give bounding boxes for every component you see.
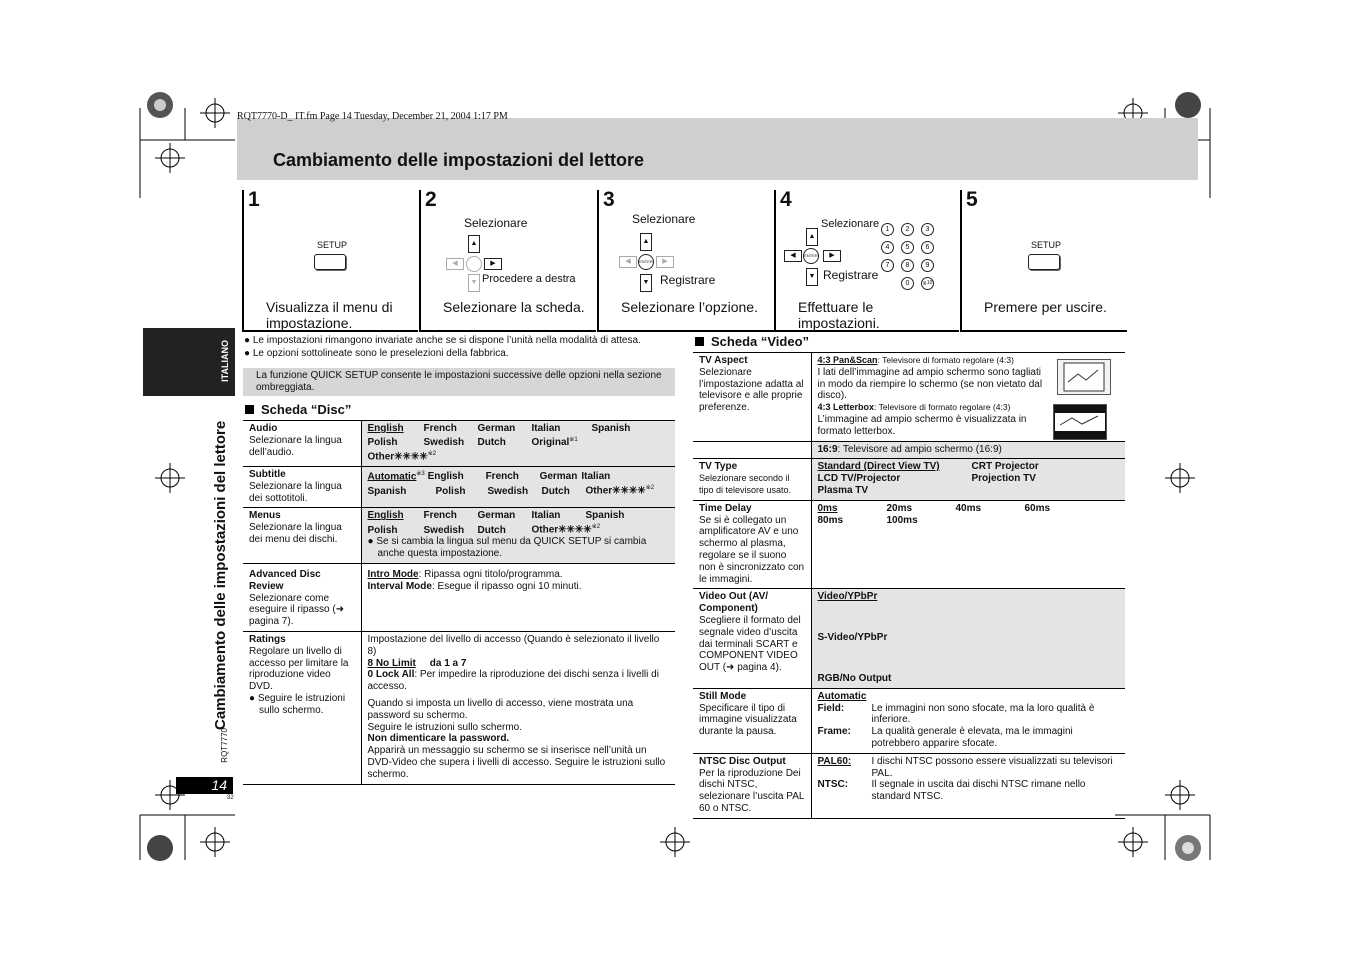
- table-row: [243, 421, 675, 467]
- step-text: Selezionare la scheda.: [443, 299, 585, 315]
- setup-label: SETUP: [1031, 240, 1062, 250]
- step-4: [774, 190, 959, 332]
- option: 8 No Limit: [367, 657, 416, 669]
- option: Italian: [531, 423, 561, 434]
- option-desc: Seguire le istruzioni sullo schermo.: [367, 721, 523, 733]
- option: Swedish: [487, 485, 529, 497]
- option: Polish: [367, 437, 398, 449]
- footnote-mark: ※2: [591, 524, 601, 531]
- up-arrow-icon: ▲: [640, 233, 652, 251]
- option: Italian: [581, 471, 611, 483]
- option: Dutch: [541, 485, 570, 497]
- setup-button: [314, 254, 346, 270]
- option-desc: : Esegue il ripasso ogni 10 minuti.: [431, 580, 582, 592]
- option: LCD TV/Projector: [817, 473, 901, 485]
- setting-desc: Selezionare l’impostazione adatta al televisore e alle proprie preferenze.: [699, 366, 804, 414]
- options-cell: [811, 441, 1125, 459]
- option: Swedish: [423, 437, 465, 449]
- option-desc: Il segnale in uscita dai dischi NTSC rimane nello standard NTSC.: [871, 779, 1086, 803]
- option: CRT Projector: [971, 461, 1039, 473]
- select-label: Selezionare: [821, 218, 880, 230]
- option: Video/YPbPr: [817, 591, 878, 603]
- video-settings-table: [693, 352, 1125, 819]
- numeric-key-icon: 3: [921, 223, 934, 236]
- setting-desc: Selezionare la lingua dei menu dei dischi.: [249, 522, 342, 546]
- setting-cell: [693, 353, 811, 442]
- option: 80ms: [817, 514, 844, 526]
- table-row: [693, 753, 1125, 818]
- up-arrow-icon: ▲: [468, 235, 480, 253]
- register-label: Registrare: [660, 273, 716, 287]
- option: Spanish: [585, 510, 625, 522]
- setting-name: TV Type: [699, 461, 738, 473]
- options-cell: [361, 421, 675, 467]
- option-desc: Quando si imposta un livello di accesso, viene mostrata una password su schermo.: [367, 697, 634, 721]
- select-label: Selezionare: [464, 216, 528, 230]
- option: Swedish: [423, 524, 465, 536]
- numeric-key-icon: 6: [921, 241, 934, 254]
- option: 0ms: [817, 502, 838, 514]
- square-bullet-icon: [695, 337, 704, 346]
- setting-desc: Selezionare la lingua dell’audio.: [249, 434, 342, 458]
- option: 40ms: [955, 502, 982, 514]
- table-row: [243, 508, 675, 564]
- option-desc: Le immagini non sono sfocate, ma la loro qualità è inferiore.: [871, 702, 1095, 726]
- option: 16:9: [817, 443, 838, 455]
- option-desc: I dischi NTSC possono essere visualizzati su televisori PAL.: [871, 755, 1113, 779]
- quick-setup-note: La funzione QUICK SETUP consente le impostazioni successive delle opzioni nella sezione ombreggiata.: [243, 368, 675, 396]
- step-number: 4: [780, 188, 792, 211]
- option: Field:: [817, 702, 845, 714]
- down-arrow-icon: ▼: [640, 274, 652, 292]
- options-cell: [811, 688, 1125, 753]
- general-notes: [244, 334, 641, 360]
- option: Plasma TV: [817, 484, 869, 496]
- setting-name: Menus: [249, 510, 281, 522]
- option: German: [477, 510, 516, 522]
- page-title: Cambiamento delle impostazioni del lettore: [273, 150, 645, 170]
- option: French: [423, 423, 457, 434]
- disc-heading: [245, 402, 351, 417]
- note-item: ● Le opzioni sottolineate sono le preselezioni della fabbrica.: [244, 348, 509, 359]
- step-text: Visualizza il menu di impostazione.: [266, 299, 393, 331]
- options-cell: [811, 459, 1125, 500]
- left-arrow-icon: ◀: [446, 258, 464, 270]
- option: S-Video/YPbPr: [817, 632, 888, 644]
- option-sub: : Televisore di formato regolare (4:3): [877, 355, 1014, 365]
- setup-button: [1028, 254, 1060, 270]
- numeric-key-icon: 7: [881, 259, 894, 272]
- option-desc: : Ripassa ogni titolo/programma.: [418, 568, 563, 580]
- video-heading: [695, 334, 809, 349]
- note-text: Le impostazioni rimangono invariate anche se si dispone l’unità nella modalità di attesa.: [252, 335, 641, 346]
- setting-cell: [243, 467, 361, 508]
- option: Spanish: [591, 423, 631, 434]
- option: 60ms: [1024, 502, 1051, 514]
- numeric-key-icon: 9: [921, 259, 934, 272]
- file-header: RQT7770-D_ IT.fm Page 14 Tuesday, December 21, 2004 1:17 PM: [237, 111, 508, 122]
- right-arrow-icon: ▶: [484, 258, 502, 270]
- option: Dutch: [477, 437, 506, 449]
- square-bullet-icon: [245, 405, 254, 414]
- footnote-mark: ※3: [416, 471, 425, 478]
- options-cell: [811, 753, 1125, 818]
- option: Polish: [435, 485, 466, 497]
- option-desc: Impostazione del livello di accesso (Quando è selezionato il livello 8): [367, 633, 660, 657]
- setting-cell: [243, 421, 361, 467]
- options-cell: [811, 589, 1125, 688]
- option: Intro Mode: [367, 568, 419, 580]
- numeric-key-icon: ≧10: [921, 277, 934, 290]
- table-row: [693, 353, 1125, 442]
- options-cell: [811, 353, 1125, 442]
- numeric-key-icon: 2: [901, 223, 914, 236]
- option: Other✳✳✳✳: [367, 451, 428, 463]
- option: NTSC:: [817, 779, 849, 791]
- left-arrow-icon: ◀: [784, 250, 802, 262]
- setting-desc: Selezionare secondo il tipo di televisore usato.: [699, 473, 792, 495]
- empty-cell: [693, 441, 811, 459]
- option-desc: Apparirà un messaggio su schermo se si inserisce nell’unità un DVD-Video che supera i livelli di accesso. Seguire le istruzioni sullo schermo.: [367, 745, 666, 780]
- setting-desc: Selezionare la lingua dei sottotitoli.: [249, 480, 342, 504]
- option: Standard (Direct View TV): [817, 461, 940, 473]
- table-row: [693, 441, 1125, 459]
- enter-button-icon: ENTER: [803, 248, 819, 264]
- option: French: [423, 510, 457, 522]
- table-row: [693, 589, 1125, 688]
- step-1: [242, 190, 418, 332]
- step-number: 2: [425, 188, 437, 211]
- setting-name: Video Out (AV/ Component): [699, 591, 769, 615]
- option: English: [427, 471, 464, 483]
- select-label: Selezionare: [632, 212, 696, 226]
- option: 0 Lock All: [367, 669, 415, 681]
- setting-cell: [693, 500, 811, 589]
- note-item: ● Le impostazioni rimangono invariate anche se si dispone l’unità nella modalità di attesa.: [244, 335, 641, 346]
- step-number: 3: [603, 188, 615, 211]
- setting-name: TV Aspect: [699, 355, 748, 366]
- setting-name: Time Delay: [699, 502, 752, 514]
- setting-name: NTSC Disc Output: [699, 755, 786, 767]
- table-row: [243, 631, 675, 784]
- option: Italian: [531, 510, 561, 522]
- option: Dutch: [477, 524, 506, 536]
- step-number: 5: [966, 188, 978, 211]
- numeric-key-icon: 4: [881, 241, 894, 254]
- options-cell: [361, 631, 675, 784]
- footnote-mark: ※1: [569, 436, 578, 443]
- setting-desc: Regolare un livello di accesso per limitare la riproduzione video DVD.: [249, 645, 349, 693]
- heading-text: Scheda “Disc”: [261, 402, 352, 417]
- option: Automatic: [817, 690, 867, 702]
- table-row: [243, 467, 675, 508]
- option-note: Se si cambia la lingua sul menu da QUICK SETUP si cambia anche questa impostazione.: [376, 536, 647, 560]
- option: English: [367, 423, 404, 434]
- numeric-key-icon: 5: [901, 241, 914, 254]
- option: German: [477, 423, 516, 434]
- left-arrow-icon: ◀: [619, 256, 637, 268]
- side-title: Cambiamento delle impostazioni del lettore: [212, 420, 229, 730]
- table-row: [693, 459, 1125, 500]
- option: 4:3 Letterbox: [817, 402, 875, 413]
- setting-desc: Selezionare come eseguire il ripasso (➜ pagina 7).: [249, 592, 345, 628]
- option-sub: : Televisore di formato regolare (4:3): [874, 402, 1011, 413]
- setting-name: Advanced Disc Review: [249, 568, 321, 592]
- down-arrow-icon: ▼: [468, 274, 480, 292]
- option: RGB/No Output: [817, 672, 892, 684]
- model-number: RQT7770: [220, 728, 229, 763]
- register-label: Registrare: [823, 268, 879, 282]
- up-arrow-icon: ▲: [806, 228, 818, 246]
- right-arrow-icon: ▶: [656, 256, 674, 268]
- option: Other✳✳✳✳: [585, 485, 646, 497]
- option: Other✳✳✳✳: [531, 524, 592, 536]
- setting-desc: Specificare il tipo di immagine visualizzata durante la pausa.: [699, 702, 797, 738]
- setting-cell: [243, 508, 361, 564]
- down-arrow-icon: ▼: [806, 268, 818, 286]
- option: da 1 a 7: [429, 657, 467, 669]
- disc-settings-table: [243, 420, 675, 785]
- option: English: [367, 510, 404, 522]
- setting-note: Seguire le istruzioni sullo schermo.: [257, 692, 346, 716]
- setting-name: Audio: [249, 423, 278, 434]
- step-5: [960, 190, 1127, 332]
- options-cell: English French German Italian Spanish Polish Swedish Dutch Other✳✳✳✳$^{※2}$ ● Se si cambia la lingua sul menu da QUICK SETUP si cambia anche questa impostazione.: [361, 508, 675, 564]
- option-desc: : Televisore ad ampio schermo (16:9): [837, 443, 1002, 455]
- setting-cell: [693, 688, 811, 753]
- option-desc: I lati dell’immagine ad ampio schermo sono tagliati in modo da riempire lo schermo (se non vietato dal disco).: [817, 366, 1043, 402]
- option-desc: Non dimenticare la password.: [367, 733, 510, 745]
- setting-cell: [693, 459, 811, 500]
- numeric-key-icon: 8: [901, 259, 914, 272]
- option: German: [539, 471, 578, 483]
- step-2: [419, 190, 596, 332]
- option: Original: [531, 437, 570, 449]
- setting-name: Still Mode: [699, 690, 747, 702]
- setting-desc: Scegliere il formato del segnale video d’uscita dai terminali SCART e COMPONENT VIDEO OUT (➜ pagina 4).: [699, 614, 801, 674]
- step-text: Selezionare l’opzione.: [621, 299, 758, 315]
- setting-name: Subtitle: [249, 469, 286, 481]
- numeric-key-icon: 0: [901, 277, 914, 290]
- setting-cell: Ratings Regolare un livello di accesso per limitare la riproduzione video DVD. ● Seguire le istruzioni sullo schermo.: [243, 631, 361, 784]
- option: 4:3 Pan&Scan: [817, 355, 878, 365]
- step-text: Premere per uscire.: [984, 299, 1107, 315]
- option-desc: La qualità generale è elevata, ma le immagini potrebbero apparire sfocate.: [871, 726, 1073, 749]
- option-desc: : Per impedire la riproduzione dei dischi senza i livelli di accesso.: [367, 669, 659, 693]
- option: Frame:: [817, 726, 851, 738]
- table-row: [693, 688, 1125, 753]
- heading-text: Scheda “Video”: [711, 334, 810, 349]
- setting-name: Ratings: [249, 633, 286, 645]
- setting-cell: [693, 589, 811, 688]
- right-arrow-icon: ▶: [823, 250, 841, 262]
- enter-button-icon: [466, 256, 482, 272]
- letterbox-illustration: [1053, 404, 1107, 440]
- option: Spanish: [367, 485, 407, 497]
- option: 100ms: [886, 514, 918, 526]
- step-3: [597, 190, 774, 332]
- footnote-mark: ※2: [427, 450, 437, 457]
- option: Interval Mode: [367, 580, 432, 592]
- setting-desc: Per la riproduzione Dei dischi NTSC, selezionare l’uscita PAL 60 o NTSC.: [699, 767, 805, 814]
- setting-desc: Se si è collegato un amplificatore AV e uno schermo al plasma, regolare se il suono non è sincronizzato con le immagini.: [699, 514, 805, 585]
- numeric-key-icon: 1: [881, 223, 894, 236]
- option-desc: L’immagine ad ampio schermo è visualizzata in formato letterbox.: [817, 413, 1027, 437]
- table-row: [243, 563, 675, 631]
- proceed-label: Procedere a destra: [482, 273, 576, 285]
- option: Automatic: [367, 471, 417, 483]
- setting-cell: [243, 563, 361, 631]
- options-cell: [361, 467, 675, 508]
- note-text: Le opzioni sottolineate sono le preselezioni della fabbrica.: [252, 348, 509, 359]
- table-row: [693, 500, 1125, 589]
- setup-label: SETUP: [317, 240, 348, 250]
- options-cell: [811, 500, 1125, 589]
- language-label: ITALIANO: [220, 340, 230, 382]
- pan-scan-illustration: [1057, 359, 1111, 395]
- enter-button-icon: ENTER: [638, 254, 654, 270]
- step-number: 1: [248, 188, 260, 211]
- option: Projection TV: [971, 473, 1036, 485]
- step-text: Effettuare le impostazioni.: [798, 299, 880, 331]
- page-number: 14: [176, 777, 233, 794]
- sheet-number: 32: [227, 795, 234, 801]
- option: French: [485, 471, 519, 483]
- footnote-mark: ※2: [645, 485, 655, 492]
- option: PAL60:: [817, 755, 852, 767]
- setting-cell: [693, 753, 811, 818]
- option: Polish: [367, 524, 398, 536]
- option: 20ms: [886, 502, 913, 514]
- options-cell: [361, 563, 675, 631]
